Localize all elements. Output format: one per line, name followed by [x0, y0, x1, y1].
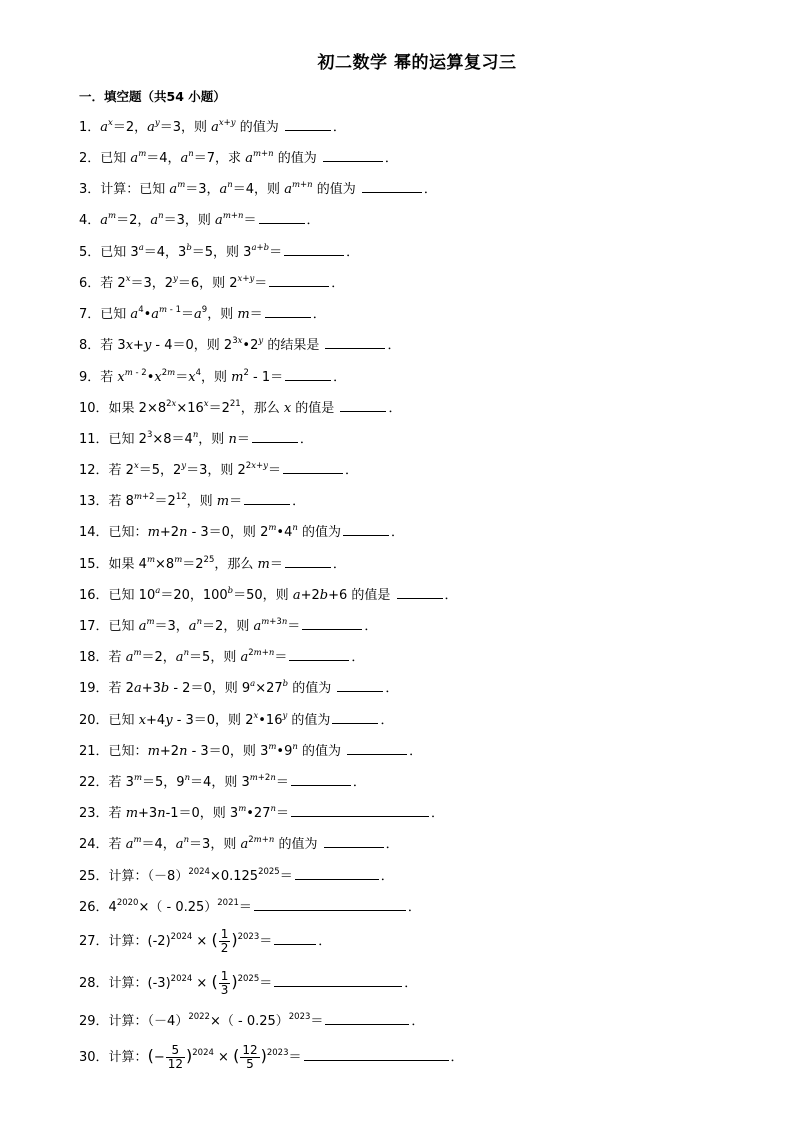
question-19: 19．若 2a+3b - 2＝0，则 $9^a\times 27^b$ 的值为 ． [79, 679, 399, 696]
question-4: 4．$a^m=2$，$a^n=3$，则 $a^{m+n}=$ ． [79, 211, 320, 228]
question-28: 28．计算：$(-3)^{2024}$ × ( $\frac{1}{3}$ )$^{2025}$＝ ． [79, 969, 418, 997]
question-20: 20．已知 x+4y - 3＝0，则 2$^x$•16$^y$ 的值为 ． [79, 711, 394, 728]
question-11: 11．已知 $2^3\times 8=4^n$，则 n＝ ． [79, 430, 313, 447]
question-10: 10．如果 $2\times 8^{2x}\times 16^x=2^{21}$，那么 x 的值是 ． [79, 399, 402, 416]
question-5: 5．已知 $3^a=4$，$3^b=5$，则 $3^{a+b}=$ ． [79, 243, 360, 260]
question-16: 16．已知 $10^a=20$，$100^b=50$，则 a+2b+6 的值是 ． [79, 586, 458, 603]
question-24: 24．若 $a^m=4$，$a^n=3$，则 $a^{2m+n}$ 的值为 ． [79, 835, 399, 852]
question-26: 26．$4^{2020}\times( - 0.25)^{2021}=$ ． [79, 898, 421, 915]
question-22: 22．若 $3^m=5$，$9^n=4$，则 $3^{m+2n}=$ ． [79, 773, 366, 790]
question-12: 12．若 $2^x=5$，$2^y=3$，则 $2^{2x+y}=$ ． [79, 461, 358, 478]
question-25: 25．计算：$(-8)^{2024}\times 0.125^{2025}=$ ． [79, 867, 394, 884]
question-21: 21．已知：m+2n - 3＝0，则 3$^m$•9$^n$ 的值为 ． [79, 742, 423, 759]
question-29: 29．计算：$(-4)^{2022}\times( - 0.25)^{2023}=$ ． [79, 1012, 425, 1029]
question-9: 9．若 $x^{m - 2}•x^{2m}=x^4$，则 $m^2 - 1=$ ． [79, 368, 347, 385]
question-8: 8．若 3x+y - 4＝0，则 $2^{3x}•2^y$ 的结果是 ． [79, 336, 401, 353]
question-7: 7．已知 $a^4•a^{m - 1}=a^9$，则 m＝ ． [79, 305, 326, 322]
question-6: 6．若 $2^x=3$，$2^y=6$，则 $2^{x+y}=$ ． [79, 274, 345, 291]
page-title: 初二数学 幂的运算复习三 [317, 53, 517, 73]
question-14: 14．已知：m+2n - 3＝0，则 2$^m$•4$^n$ 的值为 ． [79, 523, 404, 540]
question-1: 1．$a^x=2$，$a^y=3$，则 $a^{x+y}$ 的值为 ． [79, 118, 346, 135]
question-15: 15．如果 $4^m\times 8^m=2^{25}$，那么 m＝ ． [79, 555, 346, 572]
question-18: 18．若 $a^m=2$，$a^n=5$，则 $a^{2m+n}=$ ． [79, 648, 365, 665]
question-13: 13．若 $8^{m+2}=2^{12}$，则 m＝ ． [79, 492, 306, 509]
question-27: 27．计算：$(-2)^{2024}$ × ( $\frac{1}{2}$ )$^{2023}$＝ ． [79, 927, 332, 955]
question-30: 30．计算：(− $\frac{5}{12}$ )$^{2024}$ × ( $\frac{12}{5}$ )$^{2023}$＝ ． [79, 1043, 464, 1071]
question-23: 23．若 m+3n-1＝0，则 $3^m•27^n=$ ． [79, 804, 444, 821]
question-2: 2．已知 $a^m=4$，$a^n=7$，求 $a^{m+n}$ 的值为 ． [79, 149, 398, 166]
question-17: 17．已知 $a^m=3$，$a^n=2$，则 $a^{m+3n}=$ ． [79, 617, 378, 634]
section-heading: 一．填空题（共54 小题） [79, 89, 226, 104]
question-3: 3．计算：已知 $a^m=3$，$a^n=4$，则 $a^{m+n}$ 的值为 ． [79, 180, 437, 197]
